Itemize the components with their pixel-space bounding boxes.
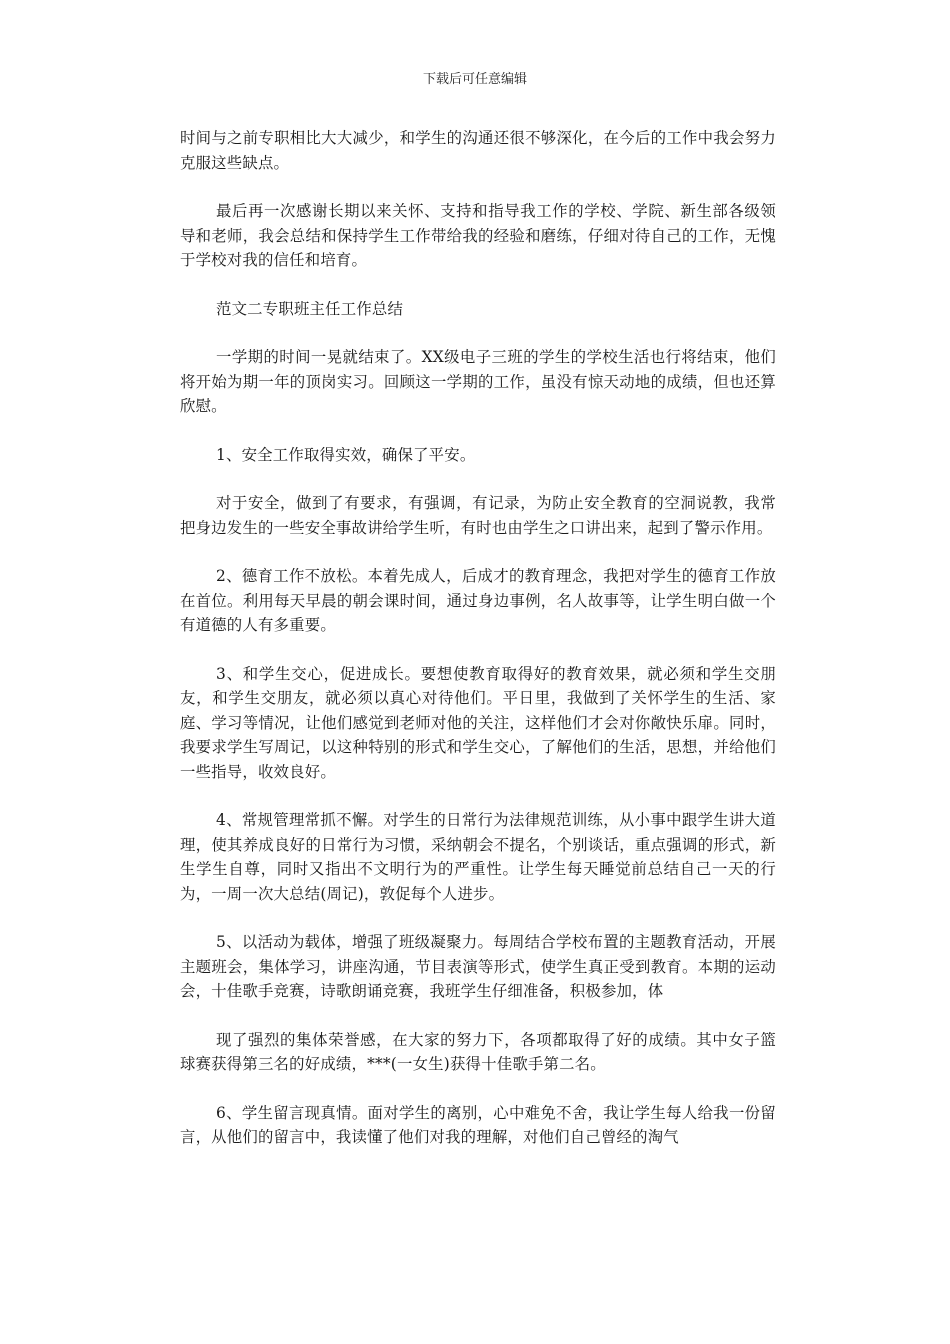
item-3-communication: 3、和学生交心，促进成长。要想使教育取得好的教育效果，就必须和学生交朋友，和学生交朋友，就必须以真心对待他们。平日里，我做到了关怀学生的生活、家庭、学习等情况，让他们感觉到老师对他的关注，这样他们才会对你敞快乐扉。同时，我要求学生写周记，以这种特别的形式和学生交心，了解他们的生活，思想，并给他们一些指导，收效良好。 <box>180 664 776 781</box>
paragraph-thanks: 最后再一次感谢长期以来关怀、支持和指导我工作的学校、学院、新生部各级领导和老师，我会总结和保持学生工作带给我的经验和磨练，仔细对待自己的工作，无愧于学校对我的信任和培育。 <box>180 202 776 269</box>
document-body <box>180 126 776 1174</box>
paragraph-continuation: 时间与之前专职相比大大减少，和学生的沟通还很不够深化，在今后的工作中我会努力克服这些缺点。 <box>180 129 776 172</box>
item-heading-1: 1、安全工作取得实效，确保了平安。 <box>216 445 476 464</box>
item-2-moral-education: 2、德育工作不放松。本着先成人，后成才的教育理念，我把对学生的德育工作放在首位。利用每天早晨的朝会课时间，通过身边事例，名人故事等，让学生明白做一个有道德的人有多重要。 <box>180 567 776 634</box>
paragraph-achievements: 现了强烈的集体荣誉感，在大家的努力下，各项都取得了好的成绩。其中女子篮球赛获得第三名的好成绩，***(一女生)获得十佳歌手第二名。 <box>180 1030 776 1073</box>
paragraph-intro: 一学期的时间一晃就结束了。XX级电子三班的学生的学校生活也行将结束，他们将开始为期一年的顶岗实习。回顾这一学期的工作，虽没有惊天动地的成绩，但也还算欣慰。 <box>180 348 776 415</box>
item-4-routine-management: 4、常规管理常抓不懈。对学生的日常行为法律规范训练，从小事中跟学生讲大道理，使其养成良好的日常行为习惯，采纳朝会不提名，个别谈话，重点强调的形式，新生学生自尊，同时又指出不文明行为的严重性。让学生每天睡觉前总结自己一天的行为，一周一次大总结(周记)，敦促每个人进步。 <box>180 811 776 903</box>
section-title: 范文二专职班主任工作总结 <box>216 299 404 318</box>
page-header: 下载后可任意编辑 <box>422 72 527 87</box>
paragraph-safety: 对于安全，做到了有要求，有强调，有记录，为防止安全教育的空洞说教，我常把身边发生的一些安全事故讲给学生听，有时也由学生之口讲出来，起到了警示作用。 <box>180 494 776 537</box>
item-5-activities: 5、以活动为载体，增强了班级凝聚力。每周结合学校布置的主题教育活动，开展主题班会，集体学习，讲座沟通，节目表演等形式，使学生真正受到教育。本期的运动会，十佳歌手竞赛，诗歌朗诵竞赛，我班学生仔细准备，积极参加，体 <box>180 933 776 1000</box>
item-6-messages: 6、学生留言现真情。面对学生的离别，心中难免不舍，我让学生每人给我一份留言，从他们的留言中，我读懂了他们对我的理解，对他们自己曾经的淘气 <box>180 1103 776 1146</box>
